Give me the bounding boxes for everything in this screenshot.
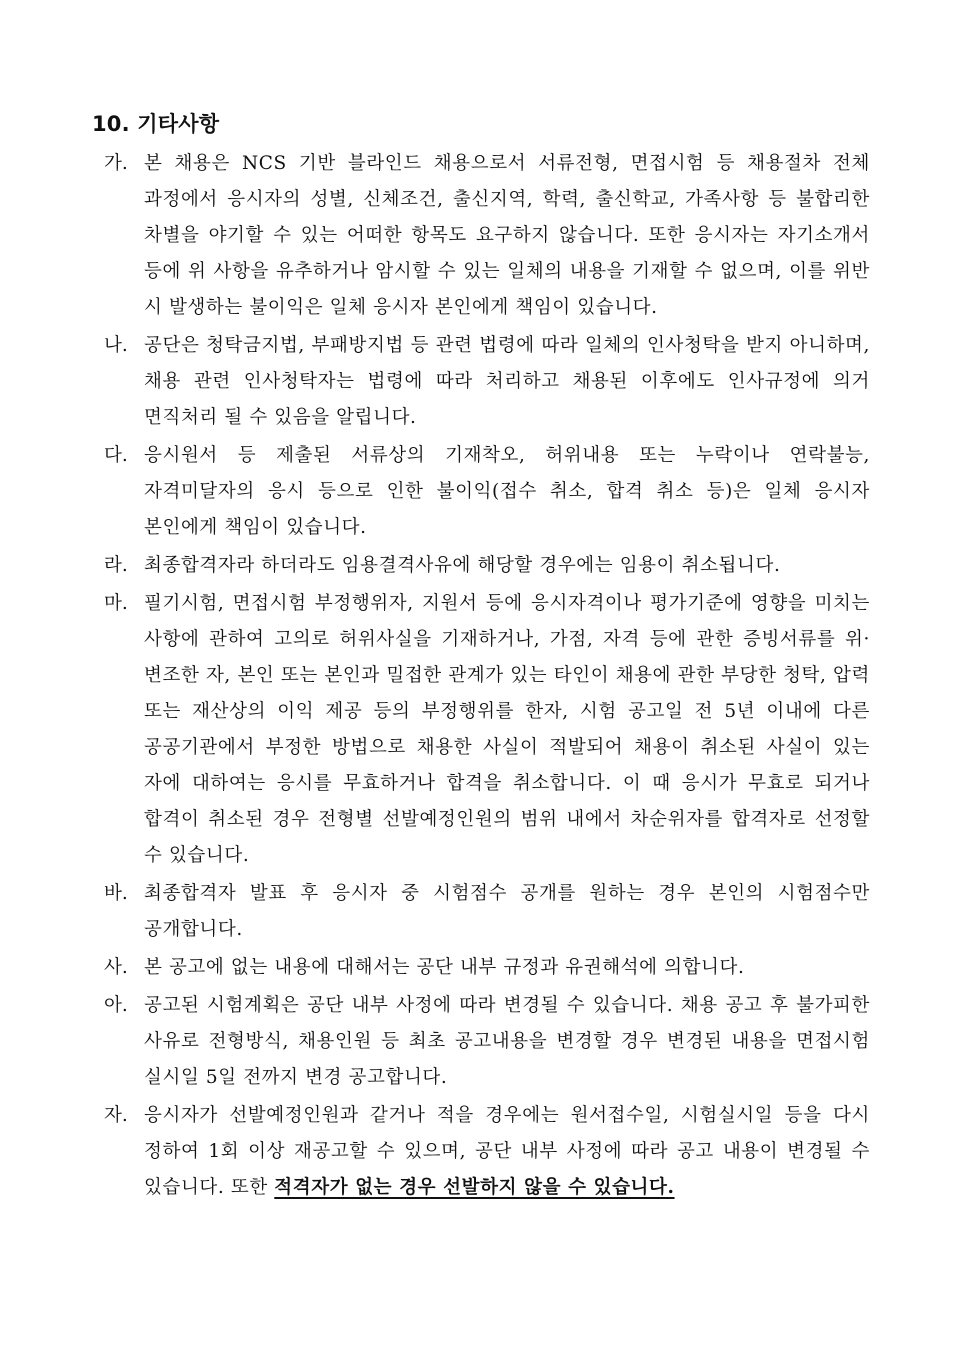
item-text: 최종합격자 발표 후 응시자 중 시험점수 공개를 원하는 경우 본인의 시험점수만 공개합니다. [144, 883, 870, 940]
item-marker: 라. [104, 555, 128, 576]
item-text: 공단은 청탁금지법, 부패방지법 등 관련 법령에 따라 일체의 인사청탁을 받지 아니하며, 채용 관련 인사청탁자는 법령에 따라 처리하고 채용된 이후에도 인사규정에 의거 면직처리 될 수 있음을 알립니다. [144, 335, 870, 428]
emphasis-text: 적격자가 없는 경우 선발하지 않을 수 있습니다. [274, 1177, 675, 1198]
item-text: 공고된 시험계획은 공단 내부 사정에 따라 변경될 수 있습니다. 채용 공고 후 불가피한 사유로 전형방식, 채용인원 등 최초 공고내용을 변경할 경우 변경된 내용을 면접시험 실시일 5일 전까지 변경 공고합니다. [144, 995, 870, 1088]
item-text: 응시원서 등 제출된 서류상의 기재착오, 허위내용 또는 누락이나 연락불능, 자격미달자의 응시 등으로 인한 불이익(접수 취소, 합격 취소 등)은 일체 응시자 본인에게 책임이 있습니다. [144, 445, 870, 538]
item-marker: 나. [104, 335, 128, 356]
list-item [104, 1098, 870, 1206]
list-item [104, 146, 870, 326]
item-marker: 다. [104, 445, 128, 466]
list-item [104, 438, 870, 546]
list-item [104, 586, 870, 874]
list-item [104, 950, 870, 986]
item-text-lead: 응시자가 선발예정인원과 같거나 적을 경우에는 원서접수일, 시험실시일 등을 다시 정하여 1회 이상 재공고할 수 있으며, 공단 내부 사정에 따라 공고 내용이 변경될 수 있습니다. 또한 [144, 1105, 870, 1198]
item-marker: 자. [104, 1105, 128, 1126]
list-item [104, 548, 870, 584]
list-item [104, 988, 870, 1096]
item-marker: 사. [104, 957, 128, 978]
item-text: 본 채용은 NCS 기반 블라인드 채용으로서 서류전형, 면접시험 등 채용절차 전체 과정에서 응시자의 성별, 신체조건, 출신지역, 학력, 출신학교, 가족사항 등 불합리한 차별을 야기할 수 있는 어떠한 항목도 요구하지 않습니다. 또한 응시자는 자기소개서 등에 위 사항을 유추하거나 암시할 수 있는 일체의 내용을 기재할 수 없으며, 이를 위반 시 발생하는 불이익은 일체 응시자 본인에게 책임이 있습니다. [144, 153, 870, 318]
list-item [104, 876, 870, 948]
item-marker: 바. [104, 883, 128, 904]
item-marker: 마. [104, 593, 128, 614]
item-text: 최종합격자라 하더라도 임용결격사유에 해당할 경우에는 임용이 취소됩니다. [144, 555, 781, 576]
item-marker: 아. [104, 995, 128, 1016]
item-marker: 가. [104, 153, 128, 174]
section-title: 10. 기타사항 [92, 112, 220, 136]
item-text: 본 공고에 없는 내용에 대해서는 공단 내부 규정과 유권해석에 의합니다. [144, 957, 745, 978]
item-text: 필기시험, 면접시험 부정행위자, 지원서 등에 응시자격이나 평가기준에 영향을 미치는 사항에 관하여 고의로 허위사실을 기재하거나, 가점, 자격 등에 관한 증빙서류를 위·변조한 자, 본인 또는 본인과 밀접한 관계가 있는 타인이 채용에 관한 부당한 청탁, 압력 또는 재산상의 이익 제공 등의 부정행위를 한자, 시험 공고일 전 5년 이내에 다른 공공기관에서 부정한 방법으로 채용한 사실이 적발되어 채용이 취소된 사실이 있는 자에 대하여는 응시를 무효하거나 합격을 취소합니다. 이 때 응시가 무효로 되거나 합격이 취소된 경우 전형별 선발예정인원의 범위 내에서 차순위자를 합격자로 선정할 수 있습니다. [144, 593, 870, 866]
notice-list [104, 146, 870, 1208]
item-text [144, 1098, 870, 1206]
list-item [104, 328, 870, 436]
